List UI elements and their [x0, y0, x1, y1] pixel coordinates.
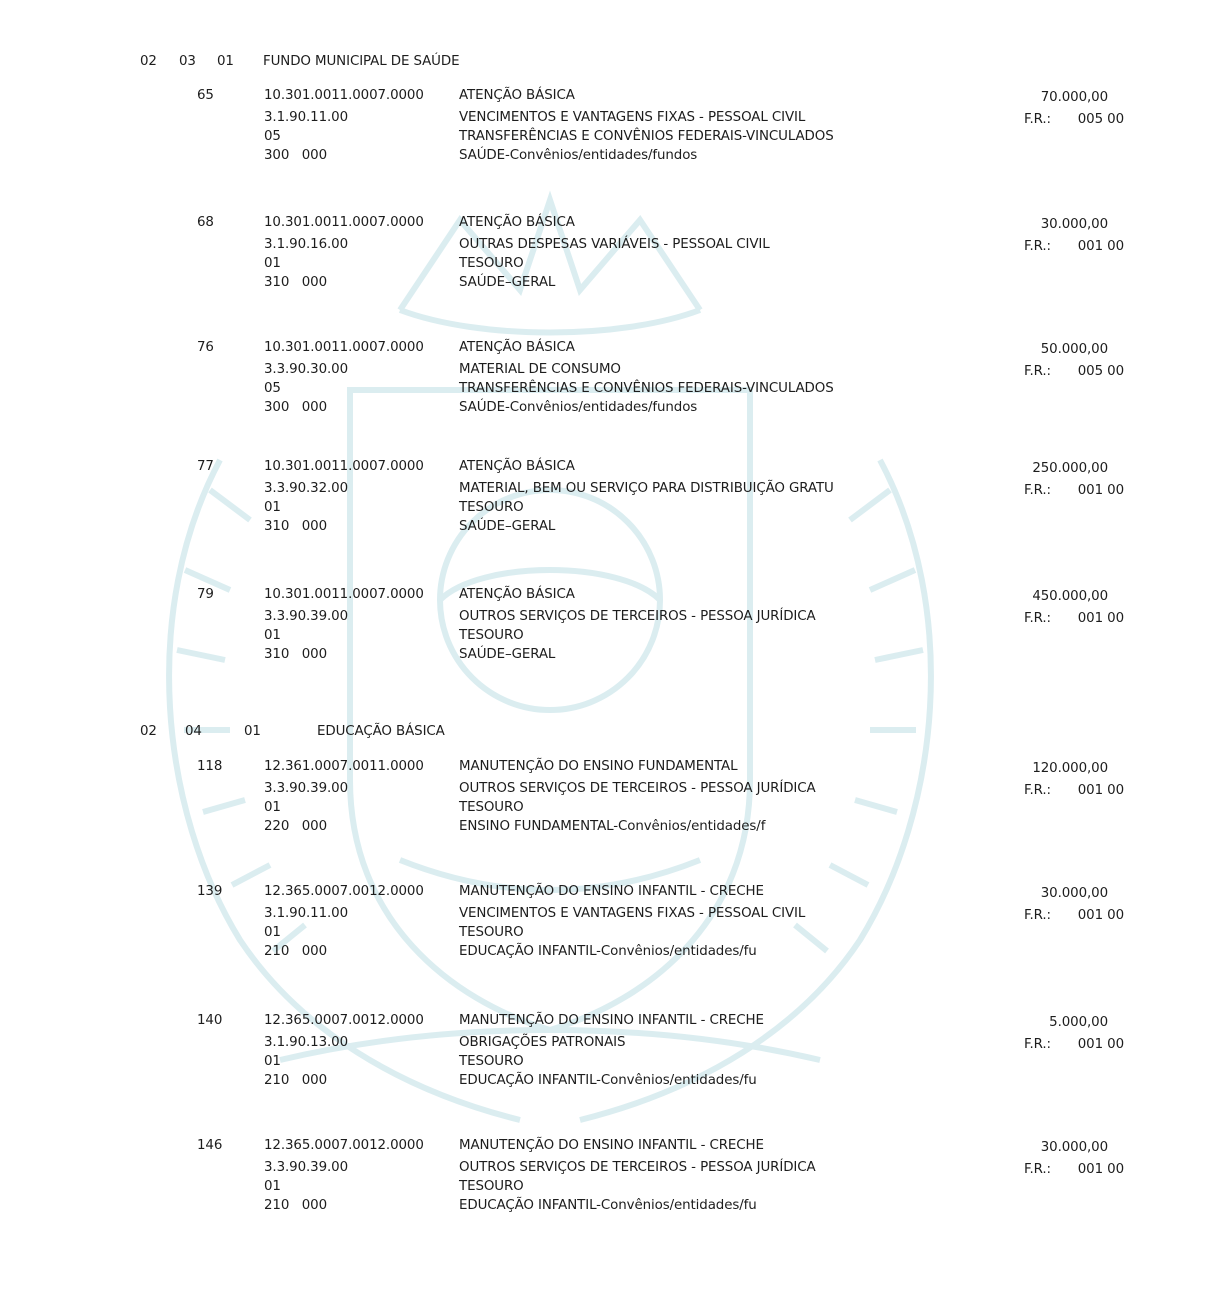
source-description: TESOURO [459, 1179, 524, 1194]
fr-value: 005 00 [1077, 112, 1124, 127]
nature-description: OUTROS SERVIÇOS DE TERCEIROS - PESSOA JURÍDICA [459, 1160, 816, 1175]
entry-number: 76 [197, 340, 214, 355]
nature-description: OBRIGAÇÕES PATRONAIS [459, 1035, 626, 1050]
source-code: 05 [264, 129, 281, 144]
allocation-description: SAÚDE–GERAL [459, 275, 556, 290]
source-description: TESOURO [459, 500, 524, 515]
allocation-code: 310 000 [264, 275, 327, 290]
nature-code: 3.1.90.13.00 [264, 1035, 348, 1050]
entry-number: 140 [197, 1013, 223, 1028]
fr-label: F.R.: [1024, 1037, 1051, 1052]
nature-description: VENCIMENTOS E VANTAGENS FIXAS - PESSOAL CIVIL [459, 906, 806, 921]
fr-label: F.R.: [1024, 1162, 1051, 1177]
source-code: 01 [264, 628, 281, 643]
fr-label: F.R.: [1024, 483, 1051, 498]
nature-description: MATERIAL DE CONSUMO [459, 362, 621, 377]
action-title: MANUTENÇÃO DO ENSINO INFANTIL - CRECHE [459, 884, 764, 899]
section-title: FUNDO MUNICIPAL DE SAÚDE [263, 54, 460, 69]
section-code: 01 [217, 54, 234, 69]
action-title: ATENÇÃO BÁSICA [459, 459, 575, 474]
nature-code: 3.1.90.11.00 [264, 906, 348, 921]
source-code: 05 [264, 381, 281, 396]
entry-number: 118 [197, 759, 223, 774]
nature-code: 3.3.90.39.00 [264, 609, 348, 624]
nature-description: VENCIMENTOS E VANTAGENS FIXAS - PESSOAL CIVIL [459, 110, 806, 125]
action-title: MANUTENÇÃO DO ENSINO FUNDAMENTAL [459, 759, 738, 774]
amount: 250.000,00 [1032, 461, 1108, 476]
entry-number: 146 [197, 1138, 223, 1153]
amount: 70.000,00 [1040, 90, 1108, 105]
budget-entry [0, 213, 1232, 293]
section-code: 04 [185, 724, 202, 739]
source-description: TESOURO [459, 628, 524, 643]
functional-code: 10.301.0011.0007.0000 [264, 459, 424, 474]
allocation-description: EDUCAÇÃO INFANTIL-Convênios/entidades/fu [459, 944, 757, 959]
section-code: 02 [140, 724, 157, 739]
entry-number: 139 [197, 884, 223, 899]
source-code: 01 [264, 800, 281, 815]
section-header [0, 52, 1232, 72]
functional-code: 12.361.0007.0011.0000 [264, 759, 424, 774]
entry-number: 65 [197, 88, 214, 103]
amount: 120.000,00 [1032, 761, 1108, 776]
budget-entry [0, 882, 1232, 962]
source-description: TESOURO [459, 1054, 524, 1069]
nature-description: OUTROS SERVIÇOS DE TERCEIROS - PESSOA JURÍDICA [459, 781, 816, 796]
amount: 30.000,00 [1040, 1140, 1108, 1155]
allocation-description: EDUCAÇÃO INFANTIL-Convênios/entidades/fu [459, 1073, 757, 1088]
action-title: ATENÇÃO BÁSICA [459, 215, 575, 230]
allocation-description: SAÚDE–GERAL [459, 647, 556, 662]
functional-code: 12.365.0007.0012.0000 [264, 1013, 424, 1028]
allocation-description: ENSINO FUNDAMENTAL-Convênios/entidades/f [459, 819, 766, 834]
fr-value: 001 00 [1077, 483, 1124, 498]
nature-description: OUTRAS DESPESAS VARIÁVEIS - PESSOAL CIVIL [459, 237, 770, 252]
allocation-description: SAÚDE-Convênios/entidades/fundos [459, 148, 698, 163]
source-description: TESOURO [459, 256, 524, 271]
budget-entry [0, 86, 1232, 166]
section-code: 02 [140, 54, 157, 69]
action-title: ATENÇÃO BÁSICA [459, 587, 575, 602]
source-description: TRANSFERÊNCIAS E CONVÊNIOS FEDERAIS-VINCULADOS [459, 129, 834, 144]
budget-entry [0, 1136, 1232, 1216]
entry-number: 77 [197, 459, 214, 474]
section-code: 03 [179, 54, 196, 69]
source-description: TRANSFERÊNCIAS E CONVÊNIOS FEDERAIS-VINCULADOS [459, 381, 834, 396]
allocation-code: 210 000 [264, 944, 327, 959]
budget-entry [0, 1011, 1232, 1091]
allocation-code: 220 000 [264, 819, 327, 834]
fr-label: F.R.: [1024, 908, 1051, 923]
section-code: 01 [244, 724, 261, 739]
functional-code: 10.301.0011.0007.0000 [264, 88, 424, 103]
nature-code: 3.3.90.39.00 [264, 1160, 348, 1175]
source-description: TESOURO [459, 925, 524, 940]
nature-code: 3.1.90.16.00 [264, 237, 348, 252]
amount: 30.000,00 [1040, 217, 1108, 232]
action-title: MANUTENÇÃO DO ENSINO INFANTIL - CRECHE [459, 1013, 764, 1028]
fr-value: 001 00 [1077, 611, 1124, 626]
source-code: 01 [264, 1179, 281, 1194]
fr-value: 005 00 [1077, 364, 1124, 379]
fr-label: F.R.: [1024, 611, 1051, 626]
functional-code: 10.301.0011.0007.0000 [264, 215, 424, 230]
nature-code: 3.3.90.32.00 [264, 481, 348, 496]
allocation-description: SAÚDE-Convênios/entidades/fundos [459, 400, 698, 415]
allocation-code: 310 000 [264, 519, 327, 534]
section-header [0, 722, 1232, 742]
action-title: ATENÇÃO BÁSICA [459, 340, 575, 355]
budget-entry [0, 457, 1232, 537]
amount: 5.000,00 [1049, 1015, 1108, 1030]
allocation-code: 310 000 [264, 647, 327, 662]
allocation-code: 210 000 [264, 1198, 327, 1213]
budget-entry [0, 338, 1232, 418]
allocation-code: 300 000 [264, 400, 327, 415]
fr-value: 001 00 [1077, 239, 1124, 254]
source-description: TESOURO [459, 800, 524, 815]
budget-entry [0, 585, 1232, 665]
nature-description: MATERIAL, BEM OU SERVIÇO PARA DISTRIBUIÇÃO GRATU [459, 481, 834, 496]
nature-code: 3.1.90.11.00 [264, 110, 348, 125]
amount: 30.000,00 [1040, 886, 1108, 901]
allocation-code: 300 000 [264, 148, 327, 163]
nature-code: 3.3.90.30.00 [264, 362, 348, 377]
nature-description: OUTROS SERVIÇOS DE TERCEIROS - PESSOA JURÍDICA [459, 609, 816, 624]
source-code: 01 [264, 925, 281, 940]
fr-value: 001 00 [1077, 1037, 1124, 1052]
fr-label: F.R.: [1024, 239, 1051, 254]
amount: 450.000,00 [1032, 589, 1108, 604]
fr-value: 001 00 [1077, 1162, 1124, 1177]
source-code: 01 [264, 256, 281, 271]
nature-code: 3.3.90.39.00 [264, 781, 348, 796]
functional-code: 10.301.0011.0007.0000 [264, 587, 424, 602]
fr-label: F.R.: [1024, 364, 1051, 379]
budget-entry [0, 757, 1232, 837]
functional-code: 12.365.0007.0012.0000 [264, 1138, 424, 1153]
functional-code: 12.365.0007.0012.0000 [264, 884, 424, 899]
action-title: ATENÇÃO BÁSICA [459, 88, 575, 103]
allocation-description: EDUCAÇÃO INFANTIL-Convênios/entidades/fu [459, 1198, 757, 1213]
fr-value: 001 00 [1077, 908, 1124, 923]
source-code: 01 [264, 500, 281, 515]
entry-number: 68 [197, 215, 214, 230]
allocation-code: 210 000 [264, 1073, 327, 1088]
fr-label: F.R.: [1024, 783, 1051, 798]
fr-value: 001 00 [1077, 783, 1124, 798]
source-code: 01 [264, 1054, 281, 1069]
section-title: EDUCAÇÃO BÁSICA [317, 724, 445, 739]
amount: 50.000,00 [1040, 342, 1108, 357]
functional-code: 10.301.0011.0007.0000 [264, 340, 424, 355]
allocation-description: SAÚDE–GERAL [459, 519, 556, 534]
entry-number: 79 [197, 587, 214, 602]
action-title: MANUTENÇÃO DO ENSINO INFANTIL - CRECHE [459, 1138, 764, 1153]
fr-label: F.R.: [1024, 112, 1051, 127]
